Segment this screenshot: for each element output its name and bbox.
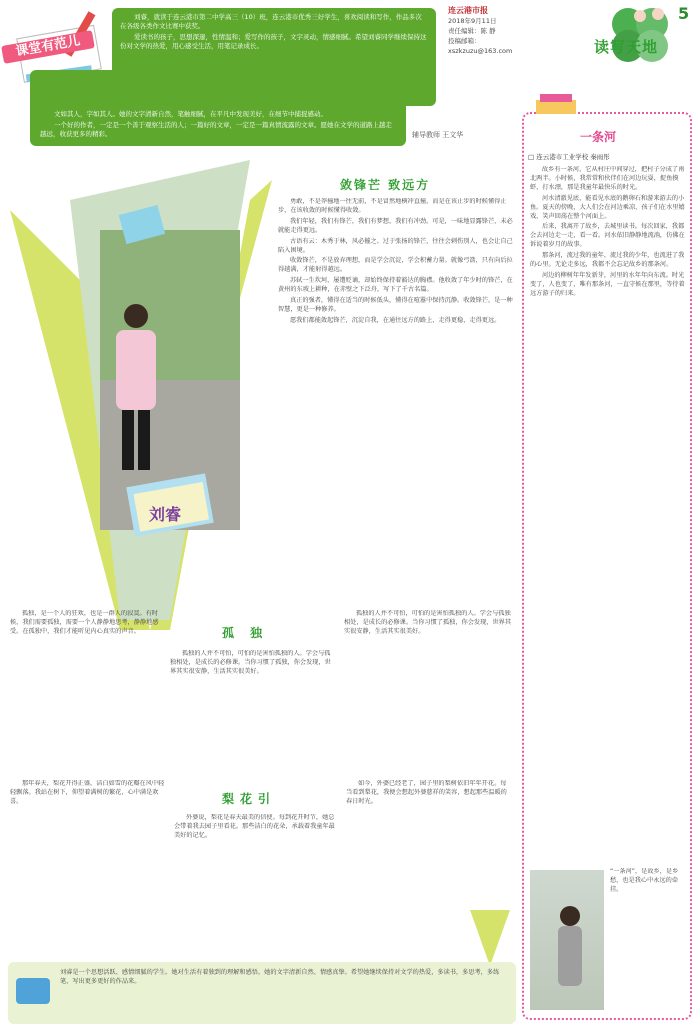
intro-paragraph: 一个好的作者，一定是一个善于观察生活的人；一篇好的文章，一定是一篇真情流露的文章。愿她在文学的道路上越走越远，收获更多的精彩。 [40,121,392,138]
loneliness-title: 孤 独 [222,626,269,640]
book-icon [534,92,578,118]
pear-paragraph: 那年春天，梨花开得正盛，洁白如雪的花瓣在风中轻轻飘落。我站在树下，仰望着满树的繁花，心中满是欢喜。 [10,780,165,805]
portrait-graphic [10,160,272,640]
loneliness-right-col [344,610,514,760]
column-title: 读写天地 [594,38,659,56]
intro-paragraph: 文如其人，字如其人。她的文字清新自然，笔触细腻，在平凡中发现美好，在细节中捕捉感动。 [54,110,327,118]
main-article-body [278,198,514,608]
comment-badge-icon [14,972,52,1010]
pear-title: 梨花引 [222,792,277,806]
footer-comment: 刘睿是一个思想活跃、感情细腻的学生。她对生活有着独到的理解和感悟，她的文字清新自然、情感真挚。希望她继续保持对文学的热爱，多读书，多思考，多练笔，写出更多更好的作品来。 [60,969,500,985]
pear-paragraph: 如今，外婆已经老了，园子里的梨树依旧年年开花。每当看到梨花，我便会想起外婆慈祥的笑容，想起那些温暖的春日时光。 [346,780,507,805]
main-paragraph: 古语有云：木秀于林，风必摧之。过于张扬的锋芒，往往会刺伤别人，也会让自己陷入困境。 [278,237,513,254]
intro-paragraph: 爱读书的孩子，思想深邃，性情温和；爱写作的孩子，文字灵动，情感细腻。希望刘睿同学继续保持这份对文学的热爱，用心感受生活，用笔记录成长。 [120,33,427,50]
editor-label: 责任编辑：陈 静 [448,27,496,35]
issue-date: 2018年9月11日 [448,17,497,25]
loneliness-paragraph: 孤独，是一个人的狂欢，也是一群人的寂寞。有时候，我们需要孤独，需要一个人静静地思考，静静地感受。在孤独中，我们才能听见内心真实的声音。 [10,610,159,635]
right-paragraph: 河水清澈见底，能看见水底的鹅卵石和游来游去的小鱼。夏天的傍晚，大人们会在河边乘凉，孩子们在水里嬉戏，笑声回荡在整个河面上。 [530,194,685,220]
right-article-title: 一条河 [580,130,617,144]
loneliness-mid-col [170,650,334,760]
right-paragraph: 河边的柳树年年发新芽，河里的水年年向东流。时光变了，人也变了，唯有那条河，一直守候在那里，等待着远方游子的归来。 [530,271,685,297]
right-article-tail: “一条河”，是故乡，是乡愁，也是我心中永远的牵挂。 [610,868,679,893]
intro-paragraph: 刘睿，就读于连云港市第二中学高三（10）班，连云港市优秀三好学生，喜欢阅读和写作，作品多次在各级各类作文比赛中获奖。 [120,13,422,30]
pear-col-2 [174,814,338,960]
page-number: 5 [678,4,690,23]
loneliness-paragraph: 孤独的人并不可怕，可怕的是害怕孤独的人。学会与孤独相处，是成长的必修课。当你习惯了孤独，你会发现，世界其实很安静，生活其实很美好。 [170,650,331,675]
loneliness-paragraph: 孤独的人并不可怕，可怕的是害怕孤独的人。学会与孤独相处，是成长的必修课。当你习惯了孤独，你会发现，世界其实很安静，生活其实很美好。 [344,610,512,635]
arrow-decoration [470,910,510,966]
right-paragraph: 后来，我离开了故乡，去城里读书。每次回家，我都会去河边走一走，看一看。河水依旧静静地流淌，仿佛在诉说着岁月的故事。 [530,223,685,249]
email-link[interactable]: xszkzuzu@163.com [448,47,513,55]
right-paragraph: 故乡有一条河，它从村庄中间穿过，把村子分成了南北两半。小时候，我常常和伙伴们在河边玩耍，捉鱼摸虾，打水漂，那是我童年最快乐的时光。 [530,166,685,191]
main-paragraph: 苏轼一生坎坷，屡遭贬谪，却始终保持着豁达的胸襟。他收敛了年少时的锋芒，在黄州的东坡上耕种，在赤壁之下泛舟，写下了千古名篇。 [278,277,513,294]
main-paragraph: 收敛锋芒，不是放弃理想，而是学会沉淀，学会积蓄力量。就像弓箭，只有向后拉得越满，才能射得越远。 [278,257,513,274]
intro-box [112,8,436,106]
pear-col-1 [10,780,166,960]
advisor-label: 辅导教师 王文华 [412,131,464,139]
right-paragraph: 那条河，流过我的童年，流过我的少年，也流进了我的心里。无论走多远，我都不会忘记故乡的那条河。 [530,252,685,269]
paper-meta [448,6,558,56]
main-paragraph: 愿我们都能敛起锋芒，沉淀自我，在通往远方的路上，走得更稳，走得更远。 [290,316,501,324]
paper-name: 连云港市报 [448,6,488,15]
pear-col-3 [346,780,512,910]
main-paragraph: 勇敢，不是莽撞地一往无前，不是冒然地横冲直撞，而是在该止步的时候懂得止步，在该收敛的时候懂得收敛。 [278,198,507,214]
right-article-body [530,166,686,866]
author-photo [530,870,604,1010]
student-name: 刘睿 [148,505,181,524]
main-paragraph: 我们年轻，我们有锋芒，我们有梦想，我们有冲劲。可是，一味地显露锋芒，未必就能走得更远。 [278,217,513,234]
column-logo-title: 课堂有范儿 [1,30,95,64]
main-article-title: 敛锋芒 致远方 [340,178,431,192]
loneliness-left-col [10,610,162,760]
pear-paragraph: 外婆说，梨花是春天最美的信使。每到花开时节，她总会带着我去园子里看花。那些洁白的花朵，承载着我童年最美好的记忆。 [174,814,335,839]
right-article-author: □ 连云港市工业学校 秦雨彤 [528,153,610,161]
contribute-label: 投稿邮箱： [448,37,481,45]
main-paragraph: 真正的强者，懂得在适当的时候低头，懂得在喧嚣中保持沉静。收敛锋芒，是一种智慧，更是一种修养。 [278,297,513,313]
